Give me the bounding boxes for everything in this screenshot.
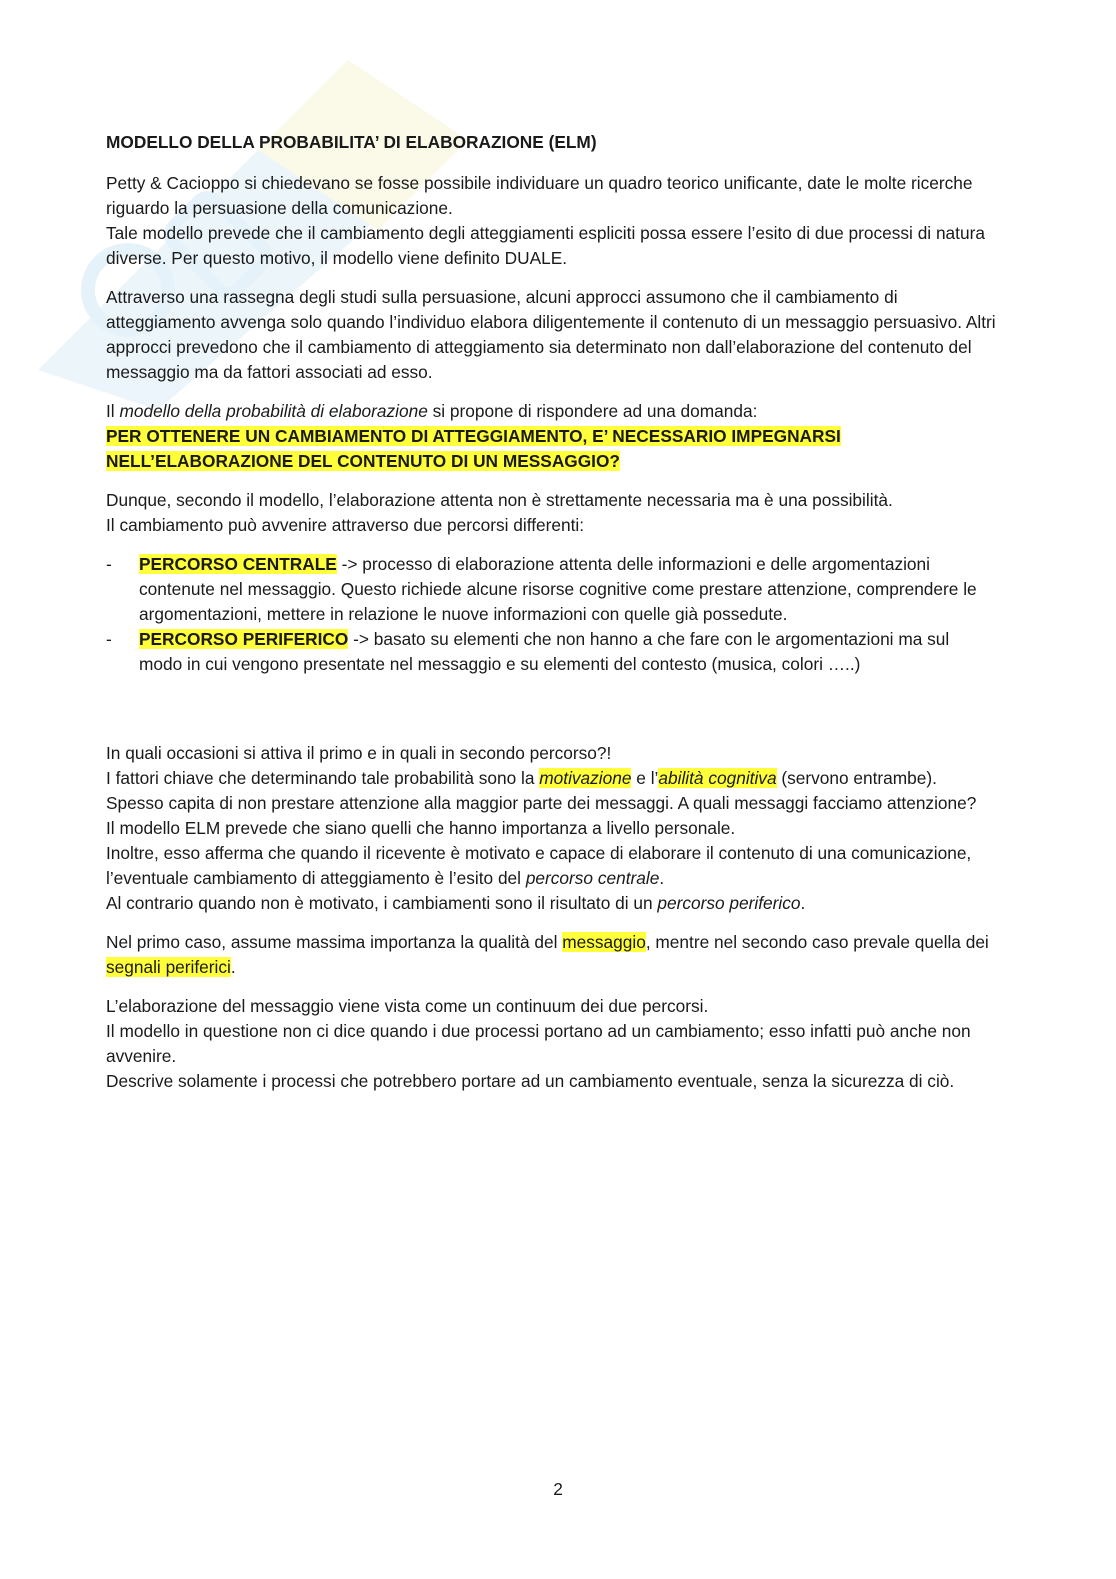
paragraph-question bbox=[106, 399, 996, 474]
highlight-motivazione: motivazione bbox=[539, 768, 632, 788]
factors-line-5-text: Inoltre, esso afferma che quando il ricevente è motivato e capace di elaborare il contenuto di una comunicazione, l’eventuale cambiamento di atteggiamento è l’esito del bbox=[106, 843, 972, 888]
paragraph-intro bbox=[106, 171, 996, 271]
continuum-line-1: L’elaborazione del messaggio viene vista come un continuum dei due percorsi. bbox=[106, 996, 709, 1016]
factors-line-2-end: (servono entrambe). bbox=[776, 768, 937, 788]
factors-line-6-text: Al contrario quando non è motivato, i cambiamenti sono il risultato di un bbox=[106, 893, 658, 913]
list-item-central-route bbox=[106, 552, 996, 627]
factors-line-2-text: I fattori chiave che determinando tale probabilità sono la bbox=[106, 768, 540, 788]
question-intro-rest: si propone di rispondere ad una domanda: bbox=[427, 401, 758, 421]
page-number: 2 bbox=[553, 1479, 563, 1499]
paragraph-continuum bbox=[106, 994, 996, 1094]
quality-text-mid: , mentre nel secondo caso prevale quella dei bbox=[645, 932, 989, 952]
peripheral-route-text: -> basato su elementi che non hanno a che fare con le argomentazioni ma sul modo in cui vengono presentate nel messaggio e su elementi del contesto (musica, colori …..) bbox=[139, 629, 950, 674]
highlighted-question-line-1: PER OTTENERE UN CAMBIAMENTO DI ATTEGGIAMENTO, E’ NECESSARIO IMPEGNARSI bbox=[106, 426, 841, 446]
routes-list bbox=[106, 552, 996, 677]
list-dash: - bbox=[106, 629, 112, 649]
continuum-line-3: Descrive solamente i processi che potrebbero portare ad un cambiamento eventuale, senza la sicurezza di ciò. bbox=[106, 1071, 955, 1091]
list-item-peripheral-route bbox=[106, 627, 996, 677]
highlight-abilita-cognitiva: abilità cognitiva bbox=[658, 768, 777, 788]
conclusion-sentence-1: Dunque, secondo il modello, l’elaborazione attenta non è strettamente necessaria ma è una possibilità. bbox=[106, 490, 893, 510]
conclusion-sentence-2: Il cambiamento può avvenire attraverso due percorsi differenti: bbox=[106, 515, 585, 535]
factors-line-3: Spesso capita di non prestare attenzione alla maggior parte dei messaggi. A quali messaggi facciamo attenzione? bbox=[106, 793, 977, 813]
paragraph-factors bbox=[106, 741, 996, 916]
document-page bbox=[106, 130, 996, 1094]
central-route-text: -> processo di elaborazione attenta delle informazioni e delle argomentazioni contenute nel messaggio. Questo richiede alcune risorse cognitive come prestare attenzione, comprendere le argomentazioni, mettere in relazione le nuove informazioni con quelle già possedute. bbox=[139, 554, 977, 624]
central-route-italic: percorso centrale bbox=[525, 868, 660, 888]
quality-text: Nel primo caso, assume massima importanza la qualità del bbox=[106, 932, 563, 952]
highlight-messaggio: messaggio bbox=[562, 932, 646, 952]
list-dash: - bbox=[106, 554, 112, 574]
peripheral-route-italic: percorso periferico bbox=[657, 893, 801, 913]
continuum-line-2: Il modello in questione non ci dice quando i due processi portano ad un cambiamento; esso infatti può anche non avvenire. bbox=[106, 1021, 971, 1066]
factors-line-4: Il modello ELM prevede che siano quelli che hanno importanza a livello personale. bbox=[106, 818, 736, 838]
factors-line-1: In quali occasioni si attiva il primo e in quali in secondo percorso?! bbox=[106, 743, 612, 763]
highlight-segnali-periferici: segnali periferici bbox=[106, 957, 231, 977]
factors-line-5-end: . bbox=[659, 868, 665, 888]
model-name-italic: modello della probabilità di elaborazione bbox=[119, 401, 428, 421]
factors-line-2-mid: e l’ bbox=[631, 768, 659, 788]
central-route-label: PERCORSO CENTRALE bbox=[139, 554, 337, 574]
intro-sentence-2: Tale modello prevede che il cambiamento degli atteggiamenti espliciti possa essere l’esito di due processi di natura diverse. Per questo motivo, il modello viene definito DUALE. bbox=[106, 223, 985, 268]
page-title: MODELLO DELLA PROBABILITA’ DI ELABORAZIONE (ELM) bbox=[106, 132, 597, 152]
question-intro-text: Il bbox=[106, 401, 120, 421]
highlighted-question-line-2: NELL’ELABORAZIONE DEL CONTENUTO DI UN MESSAGGIO? bbox=[106, 451, 620, 471]
factors-line-6-end: . bbox=[800, 893, 806, 913]
peripheral-route-label: PERCORSO PERIFERICO bbox=[139, 629, 349, 649]
paragraph-conclusion bbox=[106, 488, 996, 538]
paragraph-review: Attraverso una rassegna degli studi sulla persuasione, alcuni approcci assumono che il cambiamento di atteggiamento avvenga solo quando l’individuo elabora diligentemente il contenuto di un messaggio persuasivo. Altri approcci prevedono che il cambiamento di atteggiamento sia determinato non dall’elaborazione del contenuto del messaggio ma da fattori associati ad esso. bbox=[106, 287, 996, 382]
quality-text-end: . bbox=[230, 957, 236, 977]
intro-sentence-1: Petty & Cacioppo si chiedevano se fosse possibile individuare un quadro teorico unificante, date le molte ricerche riguardo la persuasione della comunicazione. bbox=[106, 173, 973, 218]
paragraph-quality bbox=[106, 930, 996, 980]
